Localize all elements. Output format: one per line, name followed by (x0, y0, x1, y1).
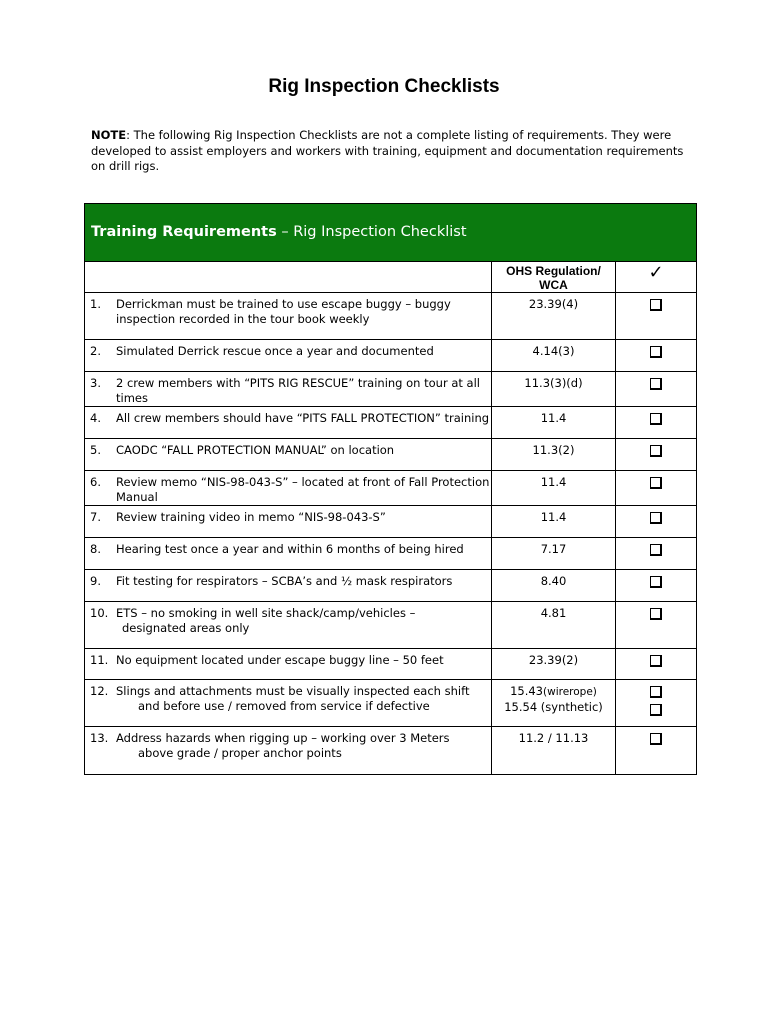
checkbox[interactable] (650, 346, 662, 358)
reg-cell: 4.81 (492, 602, 616, 649)
reg-cell: 11.4 (492, 471, 616, 506)
checkbox[interactable] (650, 655, 662, 667)
list-item (85, 680, 491, 714)
reg-cell: 4.14(3) (492, 340, 616, 372)
checkbox[interactable] (650, 512, 662, 524)
note-text: : The following Rig Inspection Checklists are not a complete listing of requirements. They were developed to assist employers and workers with training, equipment and documentation requirements on drill rigs. (91, 128, 684, 173)
item-number: 6. (90, 475, 101, 489)
item-text: CAODC “FALL PROTECTION MANUAL” on location (116, 443, 395, 457)
table-header (85, 204, 697, 262)
item-text: Slings and attachments must be visually inspected each shift (116, 684, 470, 698)
list-item (85, 372, 491, 406)
item-number: 5. (90, 443, 101, 457)
checkbox[interactable] (650, 733, 662, 745)
item-text: All crew members should have “PITS FALL PROTECTION” training (116, 411, 490, 425)
reg-cell: 7.17 (492, 538, 616, 570)
item-number: 3. (90, 376, 101, 390)
checkbox[interactable] (650, 299, 662, 311)
item-text: Review training video in memo “NIS-98-043-S” (116, 510, 386, 524)
reg-cell: 11.3(2) (492, 439, 616, 471)
reg-cell: 11.3(3)(d) (492, 372, 616, 407)
item-text: ETS – no smoking in well site shack/camp/vehicles – (116, 606, 416, 620)
item-number: 1. (90, 297, 101, 311)
note-label: NOTE (91, 128, 127, 142)
col-reg-header: OHS Regulation/ WCA (492, 262, 616, 293)
item-number: 10. (90, 606, 109, 620)
item-text: Review memo “NIS-98-043-S” – located at front of Fall Protection Manual (116, 475, 490, 504)
checkbox[interactable] (650, 704, 662, 716)
reg-cell: 11.4 (492, 506, 616, 538)
note-paragraph (91, 128, 691, 175)
checkbox[interactable] (650, 544, 662, 556)
list-item (85, 538, 491, 557)
table-header-rest: – Rig Inspection Checklist (276, 224, 467, 240)
reg-cell: 23.39(2) (492, 649, 616, 680)
list-item (85, 727, 491, 761)
item-number: 13. (90, 731, 109, 745)
checkbox[interactable] (650, 445, 662, 457)
page-title: Rig Inspection Checklists (268, 76, 500, 97)
checkbox[interactable] (650, 608, 662, 620)
item-number: 4. (90, 411, 101, 425)
checkbox[interactable] (650, 378, 662, 390)
list-item (85, 471, 491, 505)
list-item (85, 649, 491, 668)
reg-value-note: (wirerope) (543, 686, 597, 698)
item-number: 8. (90, 542, 101, 556)
item-text: Address hazards when rigging up – working over 3 Meters (116, 731, 450, 745)
table-header-bold: Training Requirements (91, 224, 277, 240)
item-text: 2 crew members with “PITS RIG RESCUE” training on tour at all times (116, 376, 480, 405)
item-text-cont: designated areas only (122, 621, 250, 635)
list-item (85, 506, 491, 525)
checkbox[interactable] (650, 413, 662, 425)
list-item (85, 439, 491, 458)
list-item (85, 293, 491, 327)
reg-value-2: 15.54 (synthetic) (504, 700, 603, 714)
checkbox[interactable] (650, 477, 662, 489)
item-text-cont: above grade / proper anchor points (138, 746, 342, 760)
reg-cell: 11.2 / 11.13 (492, 727, 616, 775)
item-number: 7. (90, 510, 101, 524)
reg-cell: 23.39(4) (492, 293, 616, 340)
item-text: No equipment located under escape buggy line – 50 feet (116, 653, 444, 667)
checkbox[interactable] (650, 686, 662, 698)
item-text: Derrickman must be trained to use escape buggy – buggy inspection recorded in the tour book weekly (116, 297, 451, 326)
item-text: Hearing test once a year and within 6 months of being hired (116, 542, 464, 556)
item-number: 2. (90, 344, 101, 358)
item-text-cont: and before use / removed from service if defective (138, 699, 430, 713)
item-text: Simulated Derrick rescue once a year and documented (116, 344, 434, 358)
item-text: Fit testing for respirators – SCBA’s and ½ mask respirators (116, 574, 453, 588)
item-number: 9. (90, 574, 101, 588)
training-checklist-table (84, 203, 697, 775)
list-item (85, 602, 491, 636)
reg-cell: 11.4 (492, 407, 616, 439)
list-item (85, 340, 491, 359)
reg-value: 15.43 (510, 684, 544, 698)
list-item (85, 570, 491, 589)
list-item (85, 407, 491, 426)
reg-cell (492, 680, 616, 727)
reg-cell: 8.40 (492, 570, 616, 602)
check-mark-icon: ✓ (616, 262, 697, 293)
item-number: 11. (90, 653, 109, 667)
checkbox[interactable] (650, 576, 662, 588)
blank-header-cell (85, 262, 492, 293)
item-number: 12. (90, 684, 109, 698)
